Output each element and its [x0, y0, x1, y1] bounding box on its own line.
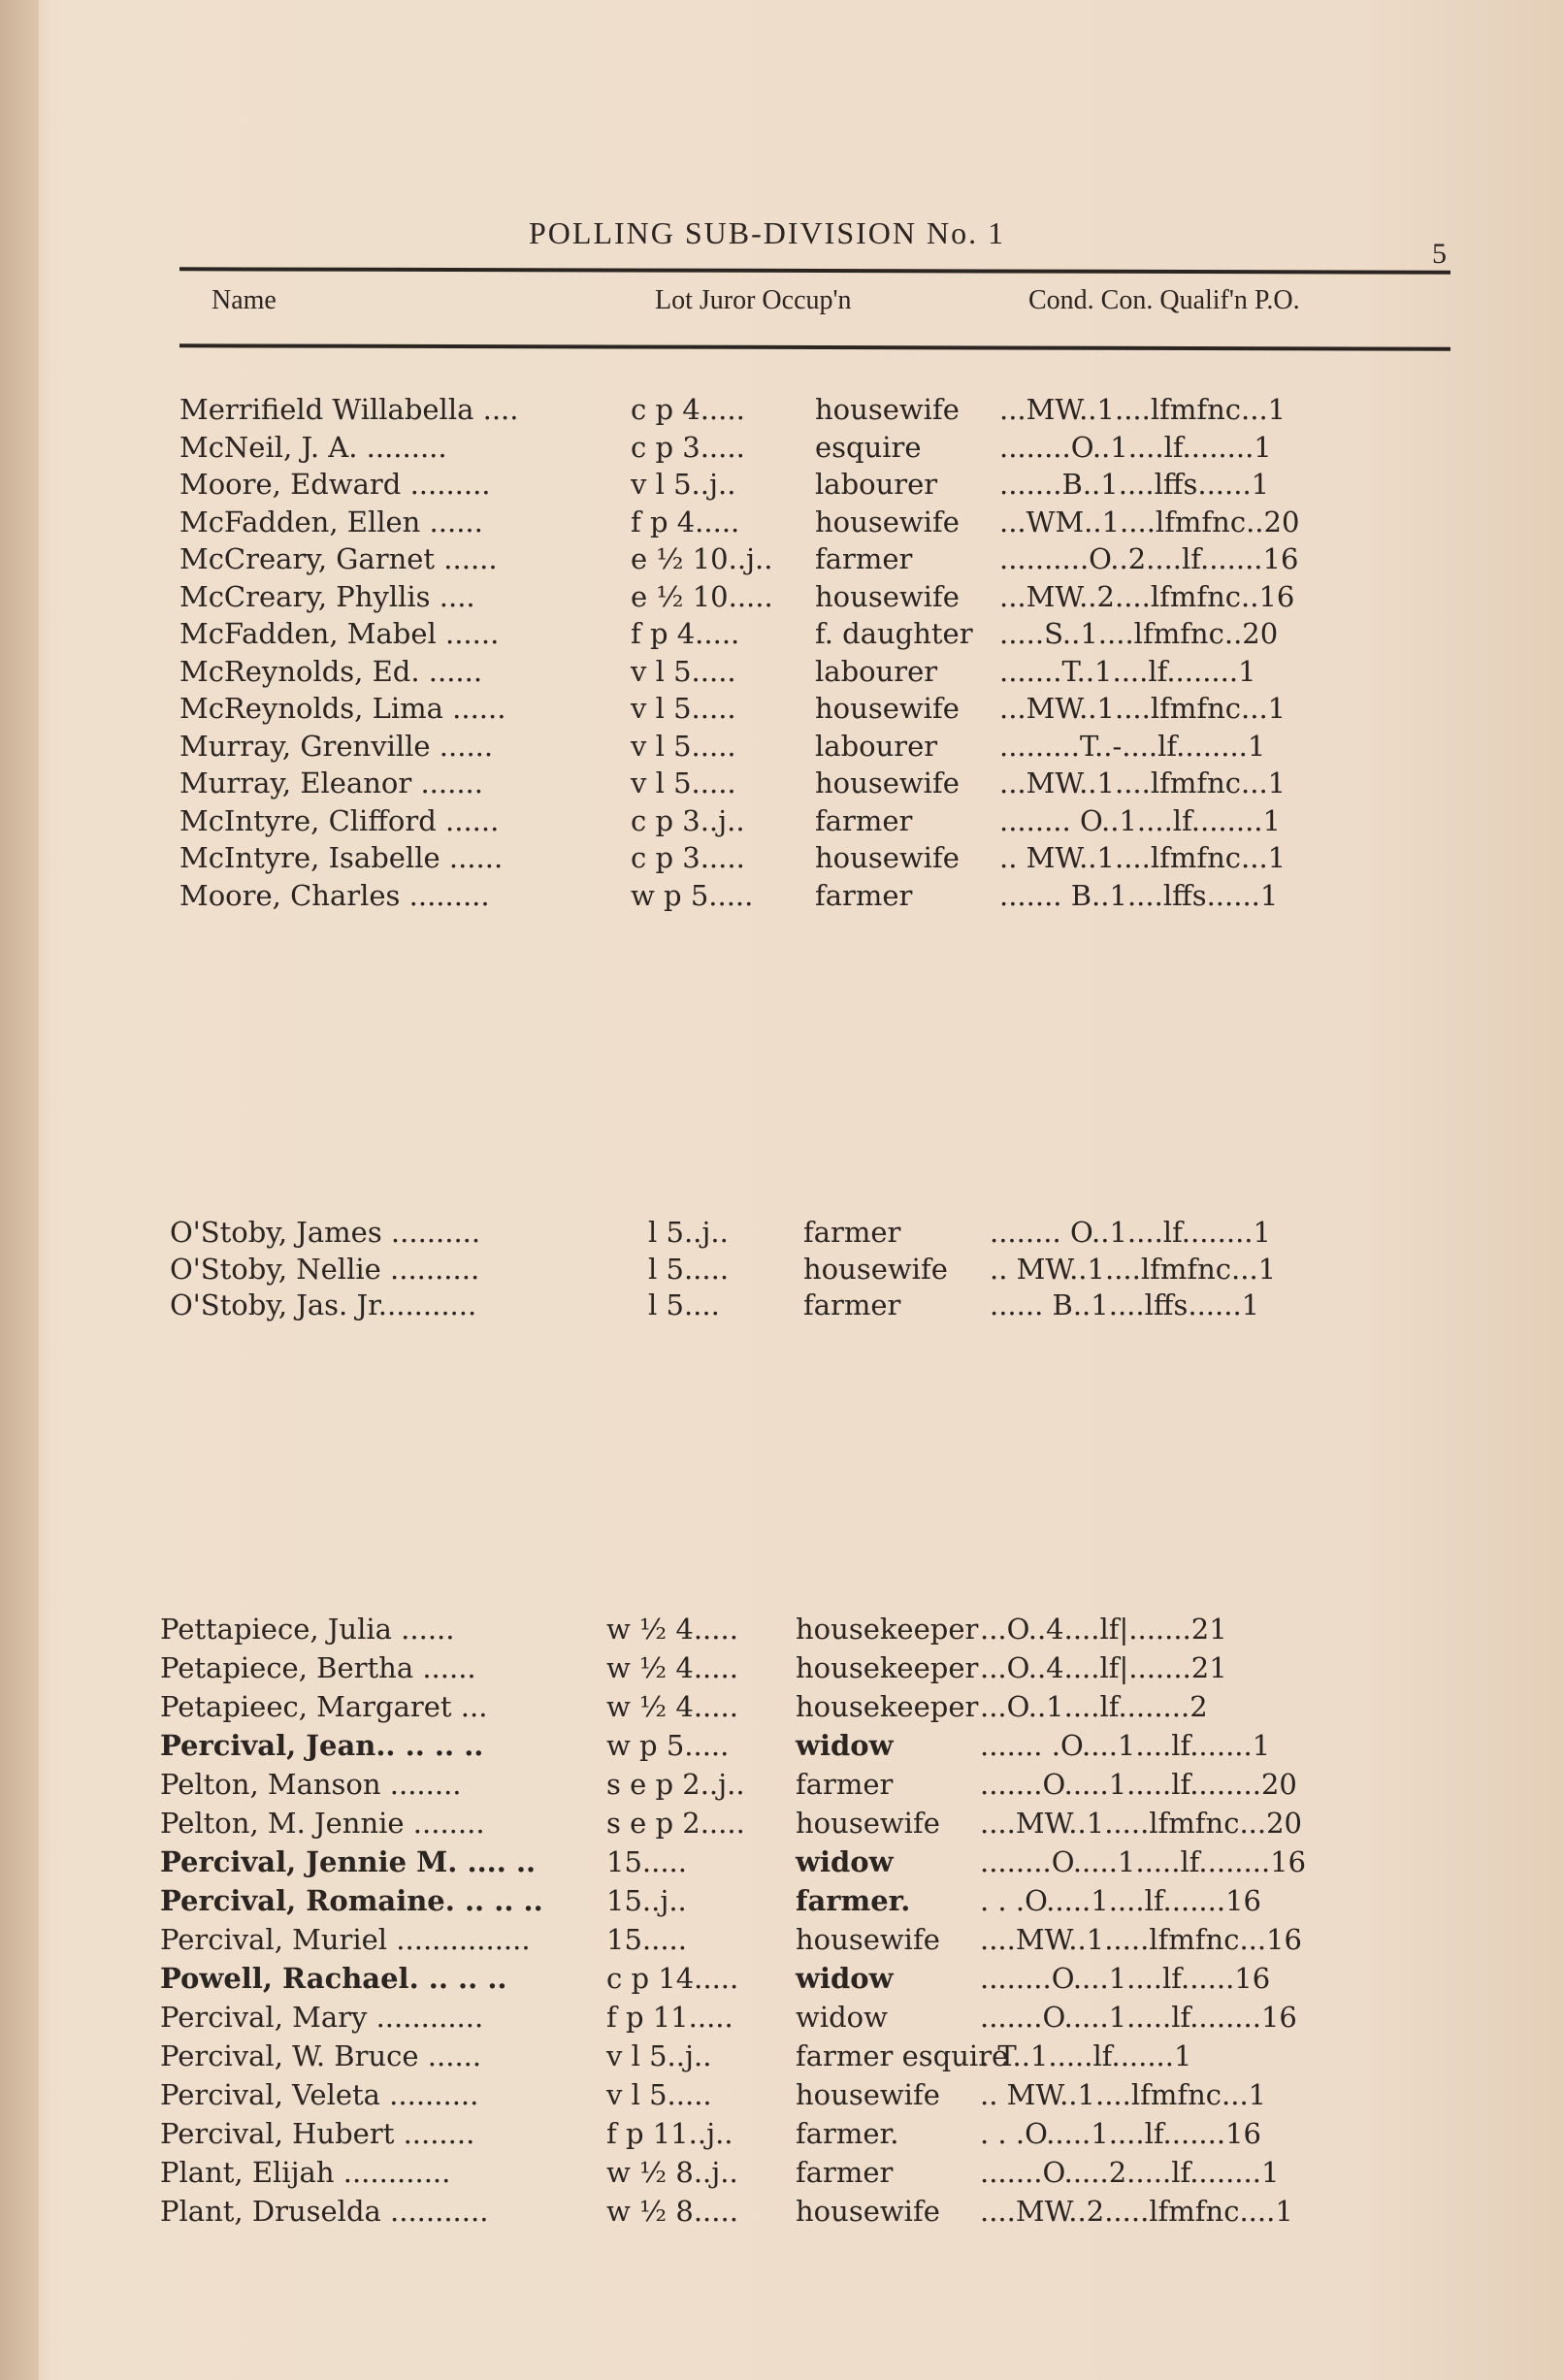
- voter-name: McIntyre, Isabelle ......: [179, 841, 504, 874]
- voter-name: Percival, Jean.. .. .. ..: [160, 1729, 484, 1762]
- voter-lot: f p 11.....: [606, 2001, 733, 2034]
- voter-name: Percival, Jennie M. .... ..: [160, 1845, 537, 1878]
- page-number: 5: [1432, 238, 1447, 270]
- voter-status: ...MW..1....lfmfnc...1: [999, 766, 1287, 799]
- voter-occupation: housewife: [815, 393, 960, 426]
- voter-occupation: housekeeper: [796, 1651, 979, 1684]
- page-title: POLLING SUB-DIVISION No. 1: [529, 215, 1006, 250]
- voter-name: McFadden, Mabel ......: [179, 617, 500, 650]
- voter-name: McCreary, Phyllis ....: [179, 579, 475, 613]
- column-header-name: Name: [212, 285, 277, 315]
- voter-lot: 15.....: [606, 1923, 687, 1956]
- voter-lot: w p 5.....: [631, 878, 754, 912]
- voter-lot: w ½ 4.....: [606, 1613, 738, 1646]
- voter-lot: 15..j..: [606, 1884, 687, 1917]
- voter-occupation: farmer.: [796, 1884, 911, 1917]
- voter-lot: s e p 2.....: [606, 1807, 745, 1840]
- voter-status: ....MW..1.....lfmfnc...20: [980, 1807, 1302, 1840]
- voter-occupation: farmer: [803, 1288, 901, 1321]
- voter-status: ....... B..1....lffs......1: [999, 878, 1279, 912]
- voter-lot: v l 5.....: [631, 654, 736, 688]
- header-rule-bottom: [179, 343, 1450, 350]
- voter-occupation: f. daughter: [815, 617, 973, 650]
- voter-status: .........T..-....lf........1: [999, 729, 1266, 763]
- voter-status: ....MW..2.....lfmfnc....1: [980, 2195, 1293, 2228]
- voter-occupation: farmer: [796, 2156, 894, 2189]
- voter-lot: s e p 2..j..: [606, 1768, 745, 1801]
- voter-occupation: housewife: [815, 505, 960, 538]
- voter-occupation: labourer: [815, 654, 938, 688]
- voter-name: Percival, Hubert ........: [160, 2117, 475, 2150]
- voter-lot: l 5....: [648, 1288, 720, 1321]
- page-spine: [0, 0, 39, 2380]
- voter-name: Percival, Mary ............: [160, 2001, 484, 2034]
- voter-occupation: widow: [796, 1729, 894, 1762]
- voter-status: ....MW..1.....lfmfnc...16: [980, 1923, 1302, 1956]
- voter-occupation: farmer: [815, 542, 913, 575]
- voter-occupation: widow: [796, 2001, 888, 2034]
- voter-lot: c p 3.....: [631, 841, 745, 874]
- voter-name: Moore, Charles .........: [179, 878, 490, 912]
- voter-status: .. MW..1....lfmfnc...1: [999, 841, 1287, 874]
- voter-name: Murray, Eleanor .......: [179, 766, 483, 799]
- voter-occupation: housewife: [796, 1923, 940, 1956]
- voter-lot: w ½ 4.....: [606, 1690, 738, 1723]
- voter-name: O'Stoby, Nellie ..........: [170, 1252, 480, 1286]
- column-header-cond-con-qualif-po: Cond. Con. Qualif'n P.O.: [1028, 285, 1300, 315]
- voter-lot: l 5.....: [648, 1252, 730, 1286]
- voter-status: .......O.....2.....lf........1: [980, 2156, 1280, 2189]
- voter-status: ...MW..1....lfmfnc...1: [999, 393, 1287, 426]
- voter-occupation: housewife: [815, 841, 960, 874]
- voter-lot: w ½ 8.....: [606, 2195, 738, 2228]
- voter-occupation: farmer: [815, 803, 913, 837]
- voter-occupation: housewife: [803, 1252, 948, 1286]
- voter-name: Pelton, M. Jennie ........: [160, 1807, 485, 1840]
- voter-lot: f p 11..j..: [606, 2117, 733, 2150]
- voter-occupation: housewife: [815, 579, 960, 613]
- voter-status: . T..1.....lf.......1: [980, 2039, 1192, 2072]
- voter-name: Percival, W. Bruce ......: [160, 2039, 482, 2072]
- voter-lot: f p 4.....: [631, 505, 740, 538]
- header-rule-top: [179, 267, 1450, 274]
- voter-lot: v l 5.....: [631, 766, 736, 799]
- voter-lot: c p 14.....: [606, 1962, 739, 1995]
- voter-status: ...O..4....lf|.......21: [980, 1613, 1227, 1646]
- voter-name: Moore, Edward .........: [179, 468, 491, 501]
- voter-occupation: widow: [796, 1962, 894, 1995]
- voter-occupation: labourer: [815, 468, 938, 501]
- voter-name: O'Stoby, James ..........: [170, 1216, 481, 1249]
- voter-status: ........O....1....lf......16: [980, 1962, 1271, 1995]
- voter-lot: l 5..j..: [648, 1216, 729, 1249]
- voter-name: Percival, Muriel ...............: [160, 1923, 531, 1956]
- voter-occupation: housekeeper: [796, 1613, 979, 1646]
- voter-lot: v l 5.....: [606, 2078, 712, 2111]
- voter-lot: v l 5..j..: [631, 468, 736, 501]
- voter-status: ....... .O....1....lf.......1: [980, 1729, 1271, 1762]
- voter-status: ...MW..2....lfmfnc..16: [999, 579, 1295, 613]
- voter-status: ...O..1....lf........2: [980, 1690, 1208, 1723]
- voter-lot: w p 5.....: [606, 1729, 730, 1762]
- voter-occupation: housewife: [796, 2078, 940, 2111]
- voter-lot: c p 4.....: [631, 393, 745, 426]
- voter-status: .....S..1....lfmfnc..20: [999, 617, 1279, 650]
- voter-lot: v l 5.....: [631, 729, 736, 763]
- voter-name: Percival, Veleta ..........: [160, 2078, 479, 2111]
- voter-name: McIntyre, Clifford ......: [179, 803, 500, 837]
- voter-occupation: housewife: [815, 766, 960, 799]
- voter-status: . . .O.....1....lf.......16: [980, 1884, 1261, 1917]
- voter-occupation: farmer: [815, 878, 913, 912]
- voter-occupation: farmer.: [796, 2117, 899, 2150]
- voter-occupation: esquire: [815, 430, 922, 464]
- voter-lot: e ½ 10..j..: [631, 542, 773, 575]
- voter-name: McReynolds, Lima ......: [179, 692, 506, 725]
- voter-name: Petapieec, Margaret ...: [160, 1690, 488, 1723]
- voter-name: Pettapiece, Julia ......: [160, 1613, 455, 1646]
- voter-occupation: housewife: [796, 1807, 940, 1840]
- voter-name: Petapiece, Bertha ......: [160, 1651, 476, 1684]
- voter-status: . . .O.....1....lf.......16: [980, 2117, 1261, 2150]
- voter-lot: f p 4.....: [631, 617, 740, 650]
- voter-status: .......B..1....lffs......1: [999, 468, 1270, 501]
- voter-occupation: housewife: [796, 2195, 940, 2228]
- voter-occupation: labourer: [815, 729, 938, 763]
- voter-status: ..........O..2....lf.......16: [999, 542, 1299, 575]
- voter-status: ........O..1....lf........1: [999, 430, 1272, 464]
- voter-name: Murray, Grenville ......: [179, 729, 494, 763]
- voter-lot: v l 5..j..: [606, 2039, 712, 2072]
- voter-name: O'Stoby, Jas. Jr...........: [170, 1288, 477, 1321]
- voter-status: .. MW..1....lfmfnc...1: [990, 1252, 1277, 1286]
- voter-occupation: farmer esquire: [796, 2039, 1009, 2072]
- voter-occupation: housekeeper: [796, 1690, 979, 1723]
- voter-lot: w ½ 8..j..: [606, 2156, 738, 2189]
- column-header-lot-juror-occup: Lot Juror Occup'n: [655, 285, 852, 315]
- voter-name: McNeil, J. A. .........: [179, 430, 447, 464]
- voter-status: .. MW..1....lfmfnc...1: [980, 2078, 1267, 2111]
- voter-status: ........O.....1.....lf........16: [980, 1845, 1307, 1878]
- voter-status: ...WM..1....lfmfnc..20: [999, 505, 1300, 538]
- voter-status: ........ O..1....lf........1: [990, 1216, 1271, 1249]
- voter-status: ...O..4....lf|.......21: [980, 1651, 1227, 1684]
- voter-lot: w ½ 4.....: [606, 1651, 738, 1684]
- voter-lot: e ½ 10.....: [631, 579, 773, 613]
- voter-lot: c p 3..j..: [631, 803, 745, 837]
- voter-name: McCreary, Garnet ......: [179, 542, 498, 575]
- voter-status: ........ O..1....lf........1: [999, 803, 1281, 837]
- voter-name: Pelton, Manson ........: [160, 1768, 462, 1801]
- voter-name: Plant, Elijah ............: [160, 2156, 451, 2189]
- voter-name: McReynolds, Ed. ......: [179, 654, 483, 688]
- voter-occupation: farmer: [803, 1216, 901, 1249]
- voter-status: ...... B..1....lffs......1: [990, 1288, 1260, 1321]
- voter-status: .......O.....1.....lf........16: [980, 2001, 1297, 2034]
- voter-name: Plant, Druselda ...........: [160, 2195, 489, 2228]
- voter-name: Powell, Rachael. .. .. ..: [160, 1962, 507, 1995]
- voter-lot: 15.....: [606, 1845, 687, 1878]
- voter-name: McFadden, Ellen ......: [179, 505, 483, 538]
- voter-occupation: farmer: [796, 1768, 894, 1801]
- voter-name: Merrifield Willabella ....: [179, 393, 519, 426]
- voter-lot: v l 5.....: [631, 692, 736, 725]
- voter-name: Percival, Romaine. .. .. ..: [160, 1884, 543, 1917]
- voter-status: .......T..1....lf........1: [999, 654, 1256, 688]
- voter-occupation: widow: [796, 1845, 894, 1878]
- voter-occupation: housewife: [815, 692, 960, 725]
- voter-status: ...MW..1....lfmfnc...1: [999, 692, 1287, 725]
- voter-status: .......O.....1.....lf........20: [980, 1768, 1297, 1801]
- voter-lot: c p 3.....: [631, 430, 745, 464]
